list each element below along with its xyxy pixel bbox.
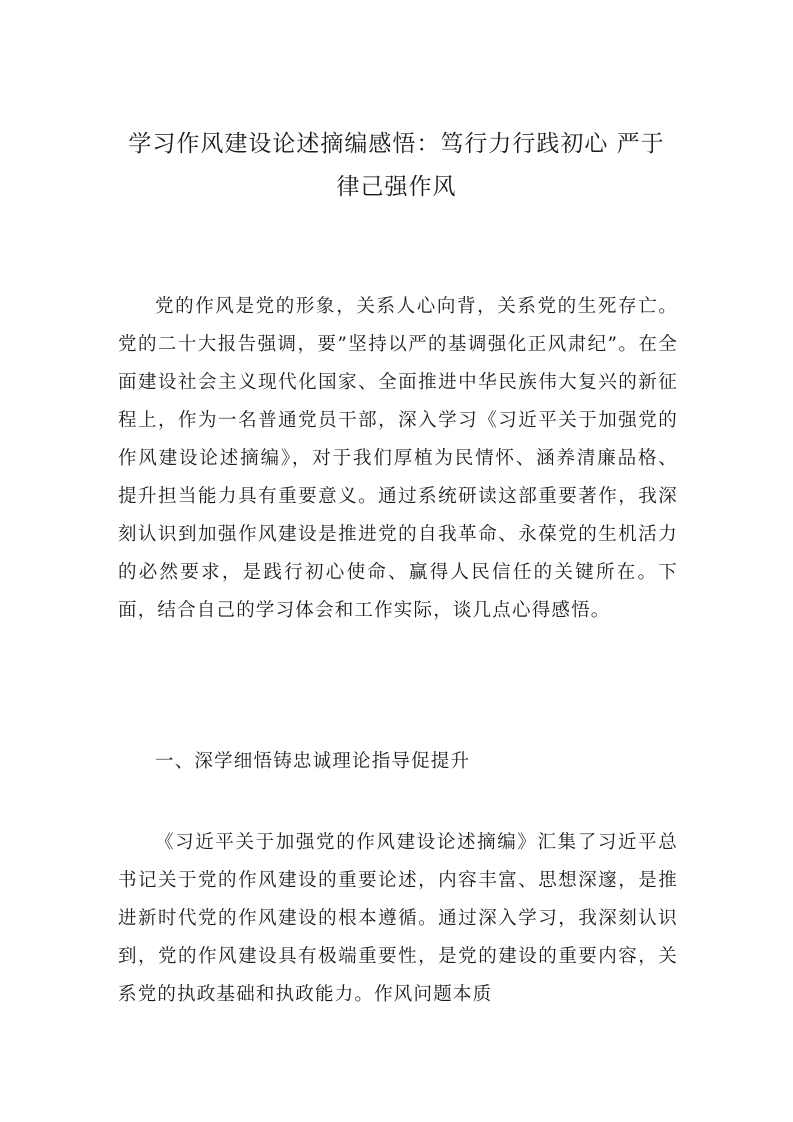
intro-paragraph: 党的作风是党的形象，关系人心向背，关系党的生死存亡。党的二十大报告强调，要”坚持以严的基调强化正风肃纪”。在全面建设社会主义现代化国家、全面推进中华民族伟大复兴的新征程上，作为一名普通党员干部，深入学习《习近平关于加强党的作风建设论述摘编》，对于我们厚植为民情怀、涵养清廉品格、提升担当能力具有重要意义。通过系统研读这部重要著作，我深刻认识到加强作风建设是推进党的自我革命、永葆党的生机活力的必然要求，是践行初心使命、赢得人民信任的关键所在。下面，结合自己的学习体会和工作实际，谈几点心得感悟。 — [118, 296, 678, 621]
section-heading-1: 一、深学细悟铸忠诚理论指导促提升 — [155, 751, 471, 772]
section-1-paragraph: 《习近平关于加强党的作风建设论述摘编》汇集了习近平总书记关于党的作风建设的重要论述，内容丰富、思想深邃，是推进新时代党的作风建设的根本遵循。通过深入学习，我深刻认识到，党的作风建设具有极端重要性，是党的建设的重要内容，关系党的执政基础和执政能力。作风问题本质 — [118, 832, 678, 1005]
document-title-line-1: 学习作风建设论述摘编感悟：笃行力行践初心 严于 — [128, 131, 665, 157]
document-title-line-2: 律己强作风 — [336, 174, 457, 200]
